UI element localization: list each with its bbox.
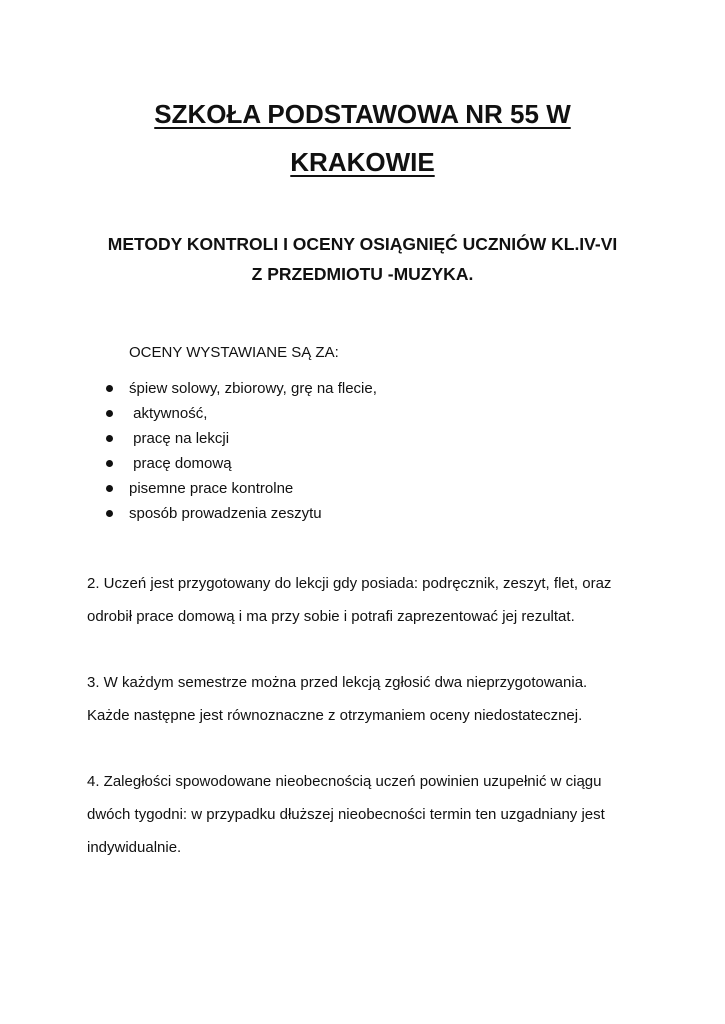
list-item-text: pisemne prace kontrolne <box>129 480 294 497</box>
bullet-icon <box>106 385 113 392</box>
paragraph-line: 4. Zaległości spowodowane nieobecnością uczeń powinien uzupełnić w ciągu <box>87 773 602 790</box>
subtitle-line-2: Z PRZEDMIOTU -MUZYKA. <box>251 264 474 284</box>
list-item-text: aktywność, <box>129 405 208 422</box>
paragraph-line: indywidualnie. <box>87 839 182 856</box>
bullet-icon <box>106 435 113 442</box>
school-title <box>60 90 665 186</box>
list-item <box>103 426 377 451</box>
bullet-icon <box>106 460 113 467</box>
list-item-text: pracę domową <box>129 455 232 472</box>
paragraph-line: Każde następne jest równoznaczne z otrzymaniem oceny niedostatecznej. <box>87 707 583 724</box>
list-item-text: pracę na lekcji <box>129 430 230 447</box>
paragraph-line: dwóch tygodni: w przypadku dłuższej nieobecności termin ten uzgadniany jest <box>87 806 605 823</box>
grade-criteria-list <box>103 376 377 526</box>
list-item <box>103 401 377 426</box>
list-item <box>103 376 377 401</box>
bullet-icon <box>106 410 113 417</box>
bullet-icon <box>106 510 113 517</box>
list-item <box>103 501 377 526</box>
subtitle-line-1: METODY KONTROLI I OCENY OSIĄGNIĘĆ UCZNIÓW KL.IV-VI <box>107 234 618 254</box>
list-item <box>103 476 377 501</box>
document-subtitle <box>60 229 665 289</box>
paragraph-preparation <box>87 567 647 633</box>
list-item <box>103 451 377 476</box>
paragraph-line: 2. Uczeń jest przygotowany do lekcji gdy posiada: podręcznik, zeszyt, flet, oraz <box>87 575 612 592</box>
paragraph-line: 3. W każdym semestrze można przed lekcją zgłosić dwa nieprzygotowania. <box>87 674 588 691</box>
list-item-text: sposób prowadzenia zeszytu <box>129 505 322 522</box>
grades-section-heading: OCENY WYSTAWIANE SĄ ZA: <box>129 344 339 361</box>
paragraph-unpreparedness <box>87 666 647 732</box>
bullet-icon <box>106 485 113 492</box>
paragraph-absences <box>87 765 647 864</box>
school-title-line-1: SZKOŁA PODSTAWOWA NR 55 W <box>154 99 571 129</box>
paragraph-line: odrobił prace domową i ma przy sobie i potrafi zaprezentować jej rezultat. <box>87 608 575 625</box>
school-title-line-2: KRAKOWIE <box>290 147 435 177</box>
list-item-text: śpiew solowy, zbiorowy, grę na flecie, <box>129 380 377 397</box>
